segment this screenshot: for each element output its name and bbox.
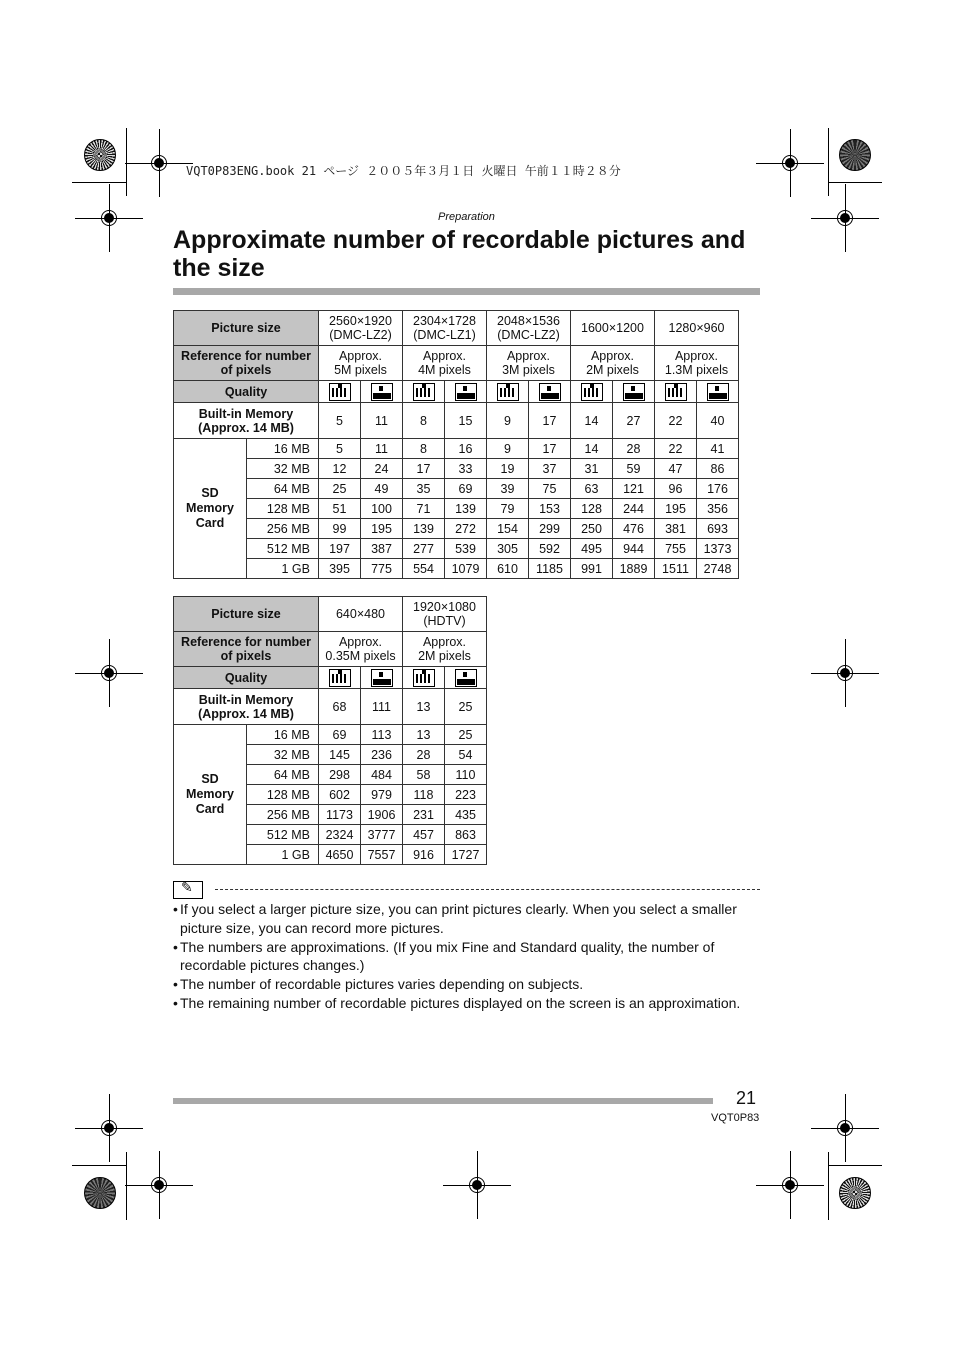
card-size-cell: 16 MB <box>247 725 319 745</box>
card-size-cell: 128 MB <box>247 499 319 519</box>
crop-mark <box>126 128 127 196</box>
note-item: • The remaining number of recordable pictures displayed on the screen is an approximation. <box>173 994 758 1013</box>
table-cell: 59 <box>613 459 655 479</box>
standard-quality-icon <box>371 383 393 401</box>
title-rule <box>173 288 760 295</box>
quality-header: Quality <box>174 381 319 403</box>
quality-header: Quality <box>174 667 319 689</box>
section-label: Preparation <box>438 211 495 223</box>
crop-mark <box>828 128 829 196</box>
table-cell: 71 <box>403 499 445 519</box>
standard-quality-icon <box>455 383 477 401</box>
table-cell: 69 <box>445 479 487 499</box>
table-cell: 298 <box>319 765 361 785</box>
table-cell: 195 <box>361 519 403 539</box>
color-wheel-mark <box>84 1177 116 1209</box>
table-row <box>174 499 739 519</box>
picture-size-cell: 2560×1920 (DMC-LZ2) <box>319 311 403 346</box>
reference-pixels-header: Reference for number of pixels <box>174 346 319 381</box>
picture-size-cell: 1600×1200 <box>571 311 655 346</box>
table-cell: 863 <box>445 825 487 845</box>
note-item: • The number of recordable pictures varies depending on subjects. <box>173 975 758 994</box>
table-cell: 111 <box>361 689 403 725</box>
table-cell: 554 <box>403 559 445 579</box>
builtin-memory-header: Built-in Memory (Approx. 14 MB) <box>174 689 319 725</box>
reference-pixels-cell: Approx. 4M pixels <box>403 346 487 381</box>
picture-size-cell: 1280×960 <box>655 311 739 346</box>
recordable-pictures-table-2 <box>173 596 487 865</box>
fine-quality-icon <box>581 383 603 401</box>
table-cell: 22 <box>655 439 697 459</box>
table-cell: 299 <box>529 519 571 539</box>
table-row <box>174 479 739 499</box>
table-cell: 75 <box>529 479 571 499</box>
standard-quality-icon <box>707 383 729 401</box>
table-cell: 195 <box>655 499 697 519</box>
table-cell: 1727 <box>445 845 487 865</box>
table-cell: 244 <box>613 499 655 519</box>
table-cell: 476 <box>613 519 655 539</box>
table-cell: 40 <box>697 403 739 439</box>
sd-memory-card-header: SD Memory Card <box>174 439 247 579</box>
table-cell: 12 <box>319 459 361 479</box>
table-cell: 2324 <box>319 825 361 845</box>
table-cell: 277 <box>403 539 445 559</box>
table-cell: 1511 <box>655 559 697 579</box>
recordable-pictures-table <box>173 310 739 579</box>
card-size-cell: 32 MB <box>247 745 319 765</box>
table-cell: 16 <box>445 439 487 459</box>
table-row <box>174 459 739 479</box>
table-cell: 495 <box>571 539 613 559</box>
table-cell: 610 <box>487 559 529 579</box>
table-cell: 457 <box>403 825 445 845</box>
table-cell: 693 <box>697 519 739 539</box>
table-cell: 49 <box>361 479 403 499</box>
table-cell: 128 <box>571 499 613 519</box>
page-number: 21 <box>736 1088 757 1108</box>
table-cell: 100 <box>361 499 403 519</box>
table-cell: 63 <box>571 479 613 499</box>
table-cell: 9 <box>487 439 529 459</box>
table-cell: 110 <box>445 765 487 785</box>
card-size-cell: 256 MB <box>247 805 319 825</box>
fine-quality-icon <box>413 669 435 687</box>
table-cell: 86 <box>697 459 739 479</box>
table-cell: 602 <box>319 785 361 805</box>
table-cell: 1079 <box>445 559 487 579</box>
table-cell: 33 <box>445 459 487 479</box>
fine-quality-icon <box>329 383 351 401</box>
crop-mark <box>828 182 882 183</box>
table-cell: 31 <box>571 459 613 479</box>
file-slug: VQT0P83ENG.book 21 ページ ２００５年３月１日 火曜日 午前１１時２８分 <box>186 164 621 178</box>
picture-size-cell: 2304×1728 (DMC-LZ1) <box>403 311 487 346</box>
picture-size-header: Picture size <box>174 597 319 632</box>
color-wheel-mark <box>839 139 871 171</box>
card-size-cell: 16 MB <box>247 439 319 459</box>
table-cell: 1906 <box>361 805 403 825</box>
picture-size-header: Picture size <box>174 311 319 346</box>
fine-quality-icon <box>329 669 351 687</box>
table-cell: 14 <box>571 439 613 459</box>
crop-mark <box>126 1152 127 1220</box>
reference-pixels-header: Reference for number of pixels <box>174 632 319 667</box>
table-cell: 755 <box>655 539 697 559</box>
table-cell: 68 <box>319 689 361 725</box>
table-row <box>174 559 739 579</box>
table-cell: 775 <box>361 559 403 579</box>
table-cell: 435 <box>445 805 487 825</box>
table-cell: 539 <box>445 539 487 559</box>
table-cell: 979 <box>361 785 403 805</box>
table-cell: 113 <box>361 725 403 745</box>
builtin-memory-header: Built-in Memory (Approx. 14 MB) <box>174 403 319 439</box>
table-cell: 2748 <box>697 559 739 579</box>
table-cell: 1889 <box>613 559 655 579</box>
picture-size-cell: 2048×1536 (DMC-LZ2) <box>487 311 571 346</box>
table-cell: 99 <box>319 519 361 539</box>
table-cell: 79 <box>487 499 529 519</box>
table-cell: 231 <box>403 805 445 825</box>
table-cell: 305 <box>487 539 529 559</box>
table-cell: 28 <box>613 439 655 459</box>
table-cell: 13 <box>403 689 445 725</box>
picture-size-cell: 1920×1080 (HDTV) <box>403 597 487 632</box>
reference-pixels-cell: Approx. 5M pixels <box>319 346 403 381</box>
table-cell: 47 <box>655 459 697 479</box>
table-cell: 17 <box>529 403 571 439</box>
card-size-cell: 512 MB <box>247 825 319 845</box>
table-row <box>174 519 739 539</box>
table-cell: 272 <box>445 519 487 539</box>
table-cell: 250 <box>571 519 613 539</box>
table-cell: 8 <box>403 403 445 439</box>
table-cell: 356 <box>697 499 739 519</box>
card-size-cell: 1 GB <box>247 845 319 865</box>
card-size-cell: 512 MB <box>247 539 319 559</box>
table-cell: 121 <box>613 479 655 499</box>
sd-memory-card-header: SD Memory Card <box>174 725 247 865</box>
table-cell: 14 <box>571 403 613 439</box>
table-cell: 153 <box>529 499 571 519</box>
card-size-cell: 128 MB <box>247 785 319 805</box>
table-cell: 9 <box>487 403 529 439</box>
table-cell: 41 <box>697 439 739 459</box>
table-cell: 176 <box>697 479 739 499</box>
table-cell: 35 <box>403 479 445 499</box>
table-cell: 145 <box>319 745 361 765</box>
table-cell: 25 <box>445 689 487 725</box>
table-cell: 118 <box>403 785 445 805</box>
table-cell: 154 <box>487 519 529 539</box>
table-cell: 223 <box>445 785 487 805</box>
table-cell: 387 <box>361 539 403 559</box>
table-cell: 5 <box>319 403 361 439</box>
table-cell: 484 <box>361 765 403 785</box>
card-size-cell: 32 MB <box>247 459 319 479</box>
note-item: • The numbers are approximations. (If you mix Fine and Standard quality, the number of recordable pictures changes.) <box>173 938 758 975</box>
table-cell: 1373 <box>697 539 739 559</box>
table-cell: 944 <box>613 539 655 559</box>
reference-pixels-cell: Approx. 2M pixels <box>571 346 655 381</box>
table-cell: 51 <box>319 499 361 519</box>
table-cell: 5 <box>319 439 361 459</box>
model-code: VQT0P83 <box>711 1112 760 1124</box>
color-wheel-mark <box>84 139 116 171</box>
page-title: Approximate number of recordable pictures and the size <box>173 226 746 282</box>
note-divider <box>215 889 760 890</box>
reference-pixels-cell: Approx. 1.3M pixels <box>655 346 739 381</box>
crop-mark <box>828 1152 829 1220</box>
table-cell: 39 <box>487 479 529 499</box>
table-cell: 24 <box>361 459 403 479</box>
standard-quality-icon <box>623 383 645 401</box>
table-row <box>174 689 487 725</box>
table-row <box>174 403 739 439</box>
table-row <box>174 539 739 559</box>
table-cell: 17 <box>529 439 571 459</box>
fine-quality-icon <box>665 383 687 401</box>
table-cell: 991 <box>571 559 613 579</box>
card-size-cell: 256 MB <box>247 519 319 539</box>
table-cell: 27 <box>613 403 655 439</box>
table-row <box>174 725 487 745</box>
table-cell: 11 <box>361 403 403 439</box>
card-size-cell: 1 GB <box>247 559 319 579</box>
table-cell: 96 <box>655 479 697 499</box>
table-cell: 197 <box>319 539 361 559</box>
table-cell: 19 <box>487 459 529 479</box>
reference-pixels-cell: Approx. 3M pixels <box>487 346 571 381</box>
table-cell: 28 <box>403 745 445 765</box>
table-cell: 7557 <box>361 845 403 865</box>
table-cell: 58 <box>403 765 445 785</box>
footer-rule <box>173 1098 713 1104</box>
table-cell: 25 <box>319 479 361 499</box>
table-cell: 916 <box>403 845 445 865</box>
table-cell: 69 <box>319 725 361 745</box>
picture-size-cell: 640×480 <box>319 597 403 632</box>
table-cell: 13 <box>403 725 445 745</box>
note-item: • If you select a larger picture size, you can print pictures clearly. When you select a smaller picture size, you can record more pictures. <box>173 900 758 937</box>
reference-pixels-cell: Approx. 0.35M pixels <box>319 632 403 667</box>
table-cell: 22 <box>655 403 697 439</box>
table-cell: 4650 <box>319 845 361 865</box>
table-cell: 3777 <box>361 825 403 845</box>
standard-quality-icon <box>455 669 477 687</box>
table-cell: 236 <box>361 745 403 765</box>
table-cell: 395 <box>319 559 361 579</box>
table-cell: 381 <box>655 519 697 539</box>
crop-mark <box>72 182 126 183</box>
card-size-cell: 64 MB <box>247 765 319 785</box>
table-cell: 37 <box>529 459 571 479</box>
fine-quality-icon <box>413 383 435 401</box>
notes-list <box>173 900 758 1013</box>
fine-quality-icon <box>497 383 519 401</box>
table-cell: 11 <box>361 439 403 459</box>
table-cell: 54 <box>445 745 487 765</box>
note-icon <box>173 881 203 899</box>
table-cell: 1185 <box>529 559 571 579</box>
table-cell: 17 <box>403 459 445 479</box>
card-size-cell: 64 MB <box>247 479 319 499</box>
standard-quality-icon <box>539 383 561 401</box>
table-cell: 1173 <box>319 805 361 825</box>
table-row <box>174 439 739 459</box>
reference-pixels-cell: Approx. 2M pixels <box>403 632 487 667</box>
color-wheel-mark <box>839 1177 871 1209</box>
table-cell: 139 <box>403 519 445 539</box>
crop-mark <box>72 1165 126 1166</box>
standard-quality-icon <box>371 669 393 687</box>
table-cell: 25 <box>445 725 487 745</box>
table-cell: 8 <box>403 439 445 459</box>
table-cell: 592 <box>529 539 571 559</box>
table-cell: 15 <box>445 403 487 439</box>
table-cell: 139 <box>445 499 487 519</box>
crop-mark <box>828 1165 882 1166</box>
